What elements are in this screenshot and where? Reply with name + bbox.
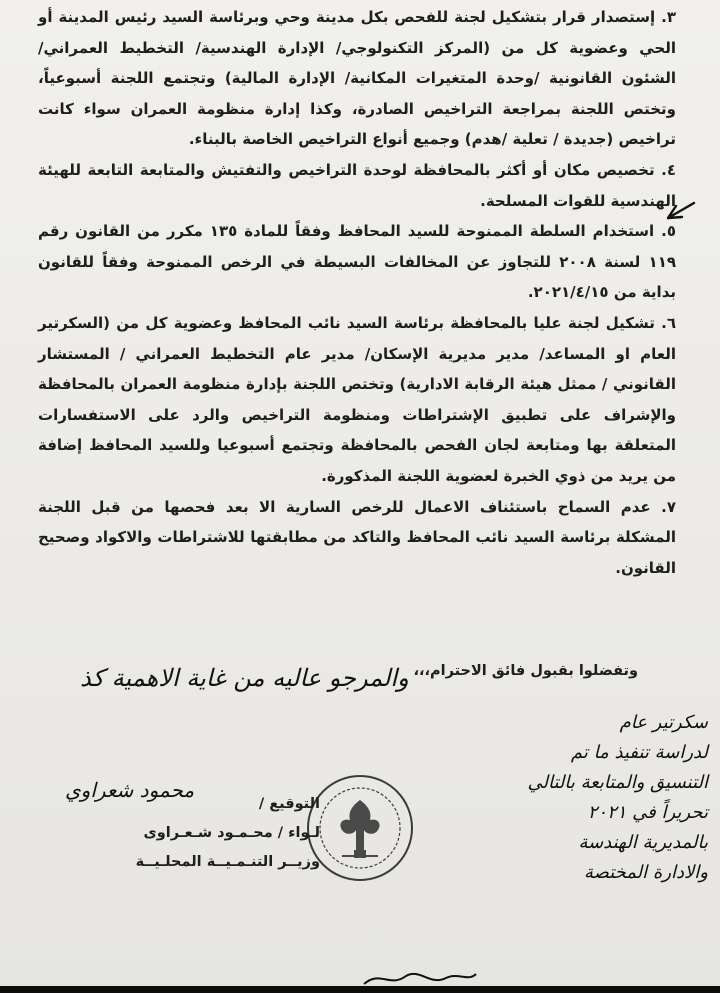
handwritten-arrow-icon — [662, 200, 696, 222]
signatory-title: وزيــر التنـمـيــة المحلـيــة — [135, 854, 320, 870]
annotation-line: التنسيق والمتابعة بالتالي — [527, 772, 708, 793]
annotation-line: بالمديرية الهندسة — [578, 832, 708, 853]
official-seal-icon — [304, 772, 416, 884]
decree-item-3: ٣. إستصدار قرار بتشكيل لجنة للفحص بكل مدينة وحي وبرئاسة السيد رئيس المدينة أو الحي وعضوية كل من (المركز التكنولوجي/ الإدارة الهندسية/ التخطيط العمراني/ الشئون القانونية /وحدة المتغيرات المكانية/ الإدارة المالية) وتجتمع اللجنة أسبوعياً، وتختص اللجنة بمراجعة التراخيص الصادرة، وكذا إدارة منظومة العمران سواء كانت تراخيص (جديدة / تعلية /هدم) وجميع أنواع التراخيص الخاصة بالبناء. — [38, 8, 676, 149]
decree-item-7: ٧. عدم السماح باستئناف الاعمال للرخص السارية الا بعد فحصها من قبل اللجنة المشكلة برئاسة السيد نائب المحافظ والتاكد من مطابقتها للاشتراطات والاكواد وصحيح القانون. — [38, 497, 676, 577]
annotation-line: والادارة المختصة — [583, 862, 708, 883]
decree-item-4: ٤. تخصيص مكان أو أكثر بالمحافظة لوحدة التراخيص والتفتيش والمتابعة التابعة للهيئة الهندسية للقوات المسلحة. — [38, 160, 676, 210]
decree-item-6: ٦. تشكيل لجنة عليا بالمحافظة برئاسة السيد نائب المحافظ وعضوية كل من (السكرتير العام او المساعد/ مدير مديرية الإسكان/ مدير عام التخطيط العمراني / المستشار القانوني / ممثل هيئة الرقابة الادارية) وتختص اللجنة بإدارة منظومة العمران بالمحافظة والإشراف على تطبيق الإشتراطات ومنظومة التراخيص والرد على الاستفسارات المتعلقة بها ومتابعة لجان الفحص بالمحافظة وتجتمع أسبوعيا وللسيد المحافظ إضافة من يريد من ذوي الخبرة لعضوية اللجنة المذكورة. — [38, 313, 676, 485]
minister-signature: محمود شعراوي — [65, 778, 195, 802]
handwritten-remark: والمرجو عاليه من غاية الاهمية كذ — [80, 664, 409, 692]
decree-body — [38, 2, 676, 583]
annotation-line: تحريراً في ٢٠٢١ — [587, 802, 708, 823]
handwritten-annotation — [418, 708, 708, 888]
decree-item-5: ٥. استخدام السلطة الممنوحة للسيد المحافظ وفقاً للمادة ١٣٥ مكرر من القانون رقم ١١٩ لسنة ٢٠٠٨ للتجاوز عن المخالفات البسيطة في الرخص الممنوحة وفقاً للقانون بداية من ٢٠٢١/٤/١٥. — [38, 222, 677, 302]
signature-label: التوقيع / — [258, 796, 320, 812]
closing-line: وتفضلوا بقبول فائق الاحترام،،، — [413, 663, 638, 679]
signature-block — [20, 790, 320, 877]
bottom-edge-bar — [0, 986, 720, 993]
annotation-line: سكرتير عام — [619, 712, 708, 733]
signatory-name: لـواء / محـمـود شـعـراوى — [143, 825, 320, 841]
annotation-line: لدراسة تنفيذ ما تم — [570, 742, 708, 763]
